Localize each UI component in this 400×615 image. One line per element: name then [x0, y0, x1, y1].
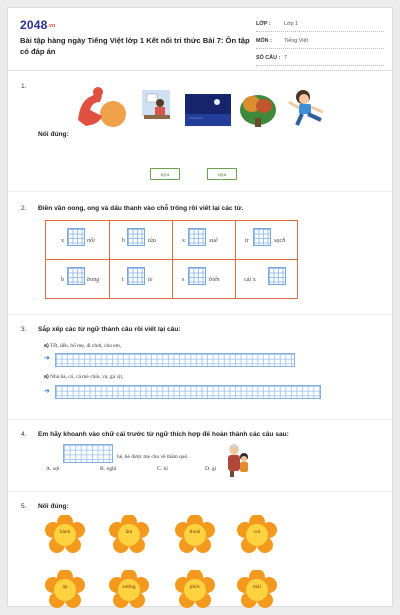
q4-option-a[interactable]: A. sợi — [46, 466, 60, 472]
answer-grid-box[interactable] — [127, 267, 145, 285]
answer-grid-box[interactable] — [127, 228, 145, 246]
flower-icon — [109, 515, 149, 555]
table-cell: t te — [110, 260, 172, 298]
flower-icon — [175, 515, 215, 555]
meta-question-count: SỐ CÂU : 7 — [256, 51, 384, 66]
table-cell: x xuê — [173, 221, 235, 259]
divider — [8, 314, 392, 315]
q4-option-d[interactable]: D. gì — [205, 466, 217, 472]
q4-answer-box[interactable] — [63, 444, 113, 463]
answer-grid-box[interactable] — [67, 267, 85, 285]
q4-sentence: hè, bé được mẹ cho về thăm quê. — [117, 454, 189, 460]
worksheet-page — [7, 7, 393, 607]
pine-tree-icon — [237, 88, 279, 128]
q4-question: Em hãy khoanh vào chữ cái trước từ ngữ thích hợp để hoàn thành các câu sau: — [38, 431, 289, 438]
answer-grid-box[interactable] — [188, 228, 206, 246]
flower-icon — [109, 570, 149, 610]
table-cell: x nồi — [46, 221, 109, 259]
answer-grid-box[interactable] — [268, 267, 286, 285]
q4-option-c[interactable]: C. hì — [157, 466, 168, 472]
meta-grade: LỚP : Lớp 1 — [256, 17, 384, 32]
q4-number: 4. — [21, 431, 27, 438]
table-cell: b tàu — [110, 221, 172, 259]
table-cell: s biển — [173, 260, 235, 298]
q3-number: 3. — [21, 326, 27, 333]
q2-question: Điền vần oong, ong và dấu thanh vào chỗ trống rồi viết lại các từ. — [38, 205, 244, 212]
meta-subject: MÔN : Tiếng Việt — [256, 34, 384, 49]
flower-word[interactable]: sướng — [109, 570, 149, 610]
flower-word[interactable]: vui — [237, 515, 277, 555]
arm-flex-icon — [72, 80, 132, 130]
table-cell: cái x — [236, 260, 297, 298]
divider — [8, 191, 392, 192]
flower-word[interactable]: mái — [237, 570, 277, 610]
divider — [8, 491, 392, 492]
flower-icon — [237, 570, 277, 610]
flower-word[interactable]: hành — [45, 515, 85, 555]
page-header — [8, 8, 392, 71]
fill-in-table — [45, 220, 298, 299]
table-cell: tr sạch — [236, 221, 297, 259]
flower-icon — [45, 515, 85, 555]
q3-answer-line-1[interactable] — [55, 353, 295, 367]
running-boy-icon — [287, 88, 333, 128]
q1-question: Nối đúng: — [38, 131, 69, 138]
flower-word[interactable]: áp — [45, 570, 85, 610]
flower-icon — [45, 570, 85, 610]
q2-number: 2. — [21, 205, 27, 212]
answer-grid-box[interactable] — [67, 228, 85, 246]
q5-number: 5. — [21, 503, 27, 510]
q1-number: 1. — [21, 83, 27, 90]
flower-word[interactable]: phúc — [175, 570, 215, 610]
answer-grid-box[interactable] — [188, 267, 206, 285]
q5-question: Nối đúng: — [38, 503, 69, 510]
night-sea-icon — [185, 94, 231, 126]
page-title: Bài tập hàng ngày Tiếng Việt lớp 1 Kết nối tri thức Bài 7: Ôn tập có đáp án — [20, 36, 250, 56]
flower-icon — [175, 570, 215, 610]
q3-item-b: a) Nhà bà, có, cá mè chín, và, gà vịt, — [44, 374, 124, 380]
q1-choice-uyu[interactable]: uyu — [150, 168, 180, 180]
q3-question: Sắp xếp các từ ngữ thành câu rồi viết lại câu: — [38, 326, 181, 333]
flower-icon — [237, 515, 277, 555]
q4-option-b[interactable]: B. nghỉ — [100, 466, 117, 472]
meta-info — [256, 17, 384, 68]
answer-grid-box[interactable] — [253, 228, 271, 246]
arrow-right-icon: ➔ — [44, 355, 50, 362]
q3-answer-line-2[interactable] — [55, 385, 321, 399]
table-cell: b bong — [46, 260, 109, 298]
q3-item-a: a) Tết, đến, bố mẹ, đi chơi, cho em, — [44, 343, 122, 349]
reading-person-icon — [138, 86, 174, 126]
flower-word[interactable]: ầm — [109, 515, 149, 555]
flower-word[interactable]: thoải — [175, 515, 215, 555]
grandma-child-icon — [224, 442, 252, 478]
divider — [8, 419, 392, 420]
q1-choice-uya[interactable]: uya — [207, 168, 237, 180]
site-logo[interactable]: 2048.vn — [20, 18, 56, 32]
arrow-right-icon: ➔ — [44, 388, 50, 395]
